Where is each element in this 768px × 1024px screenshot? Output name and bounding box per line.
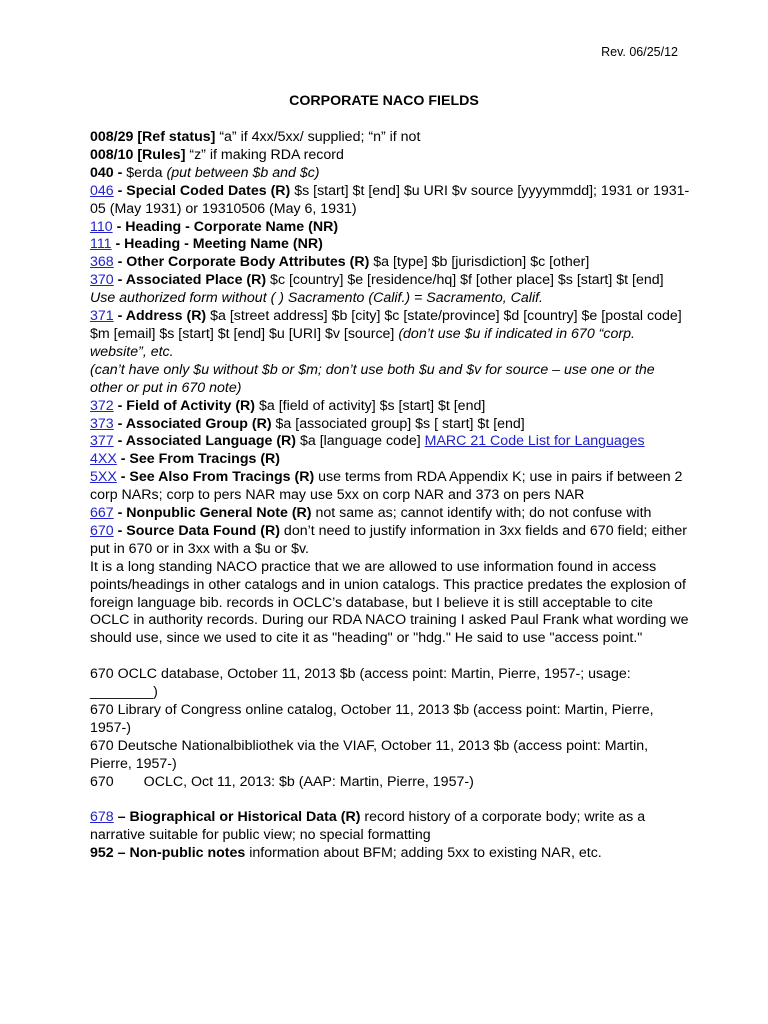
- field-label: - Field of Activity (R): [113, 397, 256, 414]
- field-label: - Heading - Corporate Name (NR): [112, 218, 339, 235]
- field-046: [90, 183, 690, 219]
- field-label: - See From Tracings (R): [116, 451, 281, 468]
- field-code: 040 -: [90, 164, 123, 181]
- page-title: CORPORATE NACO FIELDS: [289, 93, 479, 109]
- field-label: - Other Corporate Body Attributes (R): [113, 254, 370, 271]
- field-text: $a [street address] $b [city] $c [state/province] $d [country] $e [postal code] $m [email] $s [start] $t [end] $u [URI] $v [source]: [90, 308, 682, 342]
- field-text: $a [field of activity] $s [start] $t [end]: [255, 397, 486, 414]
- field-note: (can’t have only $u without $b or $m; don’t use both $u and $v for source – use one or the other or put in 670 note): [90, 361, 655, 396]
- field-008-10: [90, 147, 690, 165]
- field-667: [90, 505, 690, 523]
- example-670-4: [90, 774, 690, 792]
- field-label: - Associated Group (R): [113, 415, 272, 432]
- example-tag: 670: [90, 773, 114, 790]
- field-text: $a [language code]: [296, 433, 425, 450]
- tag-link-4xx[interactable]: 4XX: [90, 451, 117, 468]
- field-label: – Biographical or Historical Data (R): [113, 809, 361, 826]
- tag-link-678[interactable]: 678: [90, 809, 114, 826]
- field-371: [90, 308, 690, 362]
- field-text: $a [type] $b [jurisdiction] $c [other]: [369, 254, 590, 271]
- field-text: $s [start] $t [end] $u URI $v source [yyyymmdd]; 1931 or 1931-05 (May 1931) or 19310506 (May 6, 1931): [90, 182, 690, 217]
- field-111: [90, 236, 690, 254]
- example-670-1: 670 OCLC database, October 11, 2013 $b (access point: Martin, Pierre, 1957-; usage: ________): [90, 666, 631, 701]
- field-text: use terms from RDA Appendix K; use in pairs if between 2 corp NARs; corp to pers NAR may use 5xx on corp NAR and 373 on pers NAR: [90, 469, 683, 504]
- field-text: information about BFM; adding 5xx to existing NAR, etc.: [245, 845, 602, 862]
- tag-link-046[interactable]: 046: [90, 182, 114, 199]
- field-label: - Address (R): [113, 308, 207, 325]
- document-body: [90, 129, 690, 863]
- field-code: 952 – Non-public notes: [90, 845, 246, 862]
- field-373: [90, 416, 690, 434]
- marc-language-list-link[interactable]: MARC 21 Code List for Languages: [424, 433, 645, 450]
- tag-link-368[interactable]: 368: [90, 254, 114, 271]
- field-label: - See Also From Tracings (R): [116, 469, 315, 486]
- tag-link-5xx[interactable]: 5XX: [90, 469, 117, 486]
- spacer: [90, 792, 690, 810]
- field-text: $c [country] $e [residence/hq] $f [other place] $s [start] $t [end]: [266, 272, 664, 289]
- field-670: [90, 523, 690, 559]
- tag-link-372[interactable]: 372: [90, 397, 114, 414]
- field-code: 008/10 [Rules]: [90, 146, 186, 163]
- field-377: [90, 433, 690, 451]
- field-678: [90, 809, 690, 845]
- field-label: - Associated Language (R): [113, 433, 297, 450]
- tag-link-110[interactable]: 110: [90, 218, 113, 235]
- field-label: - Special Coded Dates (R): [113, 182, 291, 199]
- field-code: 008/29 [Ref status]: [90, 129, 216, 145]
- field-label: - Nonpublic General Note (R): [113, 505, 312, 522]
- revision-date: Rev. 06/25/12: [601, 45, 678, 59]
- field-note: (don’t use $u if indicated in 670 “corp. website”, etc.: [90, 325, 635, 360]
- example-670-3: 670 Deutsche Nationalbibliothek via the VIAF, October 11, 2013 $b (access point: Martin, Pierre, 1957-): [90, 737, 649, 772]
- field-040: [90, 165, 690, 183]
- field-008-29: [90, 129, 690, 147]
- field-952: [90, 845, 690, 863]
- field-370: [90, 272, 690, 308]
- field-text: $erda: [122, 164, 167, 181]
- example-text: OCLC, Oct 11, 2013: $b (AAP: Martin, Pierre, 1957-): [143, 773, 474, 790]
- field-text: record history of a corporate body; write as a narrative suitable for public view; no special formatting: [90, 809, 646, 844]
- field-note: (put between $b and $c): [166, 164, 320, 181]
- tag-link-371[interactable]: 371: [90, 308, 114, 325]
- tag-link-111[interactable]: 111: [90, 236, 112, 253]
- field-label: - Source Data Found (R): [113, 522, 280, 539]
- tag-link-377[interactable]: 377: [90, 433, 114, 450]
- tag-link-370[interactable]: 370: [90, 272, 114, 289]
- field-text: “a” if 4xx/5xx/ supplied; “n” if not: [215, 129, 421, 145]
- field-5xx: [90, 469, 690, 505]
- tag-link-667[interactable]: 667: [90, 505, 114, 522]
- field-text: don’t need to justify information in 3xx fields and 670 field; either put in 670 or in 3xx with a $u or $v.: [90, 522, 687, 557]
- field-371-note: [90, 362, 690, 398]
- field-372: [90, 398, 690, 416]
- spacer: [90, 648, 690, 666]
- naco-practice-paragraph: It is a long standing NACO practice that we are allowed to use information found in access points/headings in other catalogs and in union catalogs. This practice predates the explosion of foreign language bib. records in OCLC’s database, but I believe it is still acceptable to cite OCLC in authority records. During our RDA NACO training I asked Paul Frank what wording we should use, since we used to cite it as "heading" or "hdg." He said to use "access point.": [90, 558, 689, 647]
- field-4xx: [90, 451, 690, 469]
- example-670-2: 670 Library of Congress online catalog, October 11, 2013 $b (access point: Martin, Pierre, 1957-): [90, 701, 654, 736]
- field-label: - Heading - Meeting Name (NR): [111, 236, 323, 253]
- field-label: - Associated Place (R): [113, 272, 267, 289]
- field-368: [90, 254, 690, 272]
- field-text: $a [associated group] $s [ start] $t [end]: [271, 415, 525, 432]
- field-text: “z” if making RDA record: [185, 146, 344, 163]
- tag-link-373[interactable]: 373: [90, 415, 114, 432]
- field-110: [90, 219, 690, 237]
- field-note: Use authorized form without ( ) Sacramento (Calif.) = Sacramento, Calif.: [90, 290, 543, 307]
- tag-link-670[interactable]: 670: [90, 522, 114, 539]
- field-text: not same as; cannot identify with; do not confuse with: [311, 505, 652, 522]
